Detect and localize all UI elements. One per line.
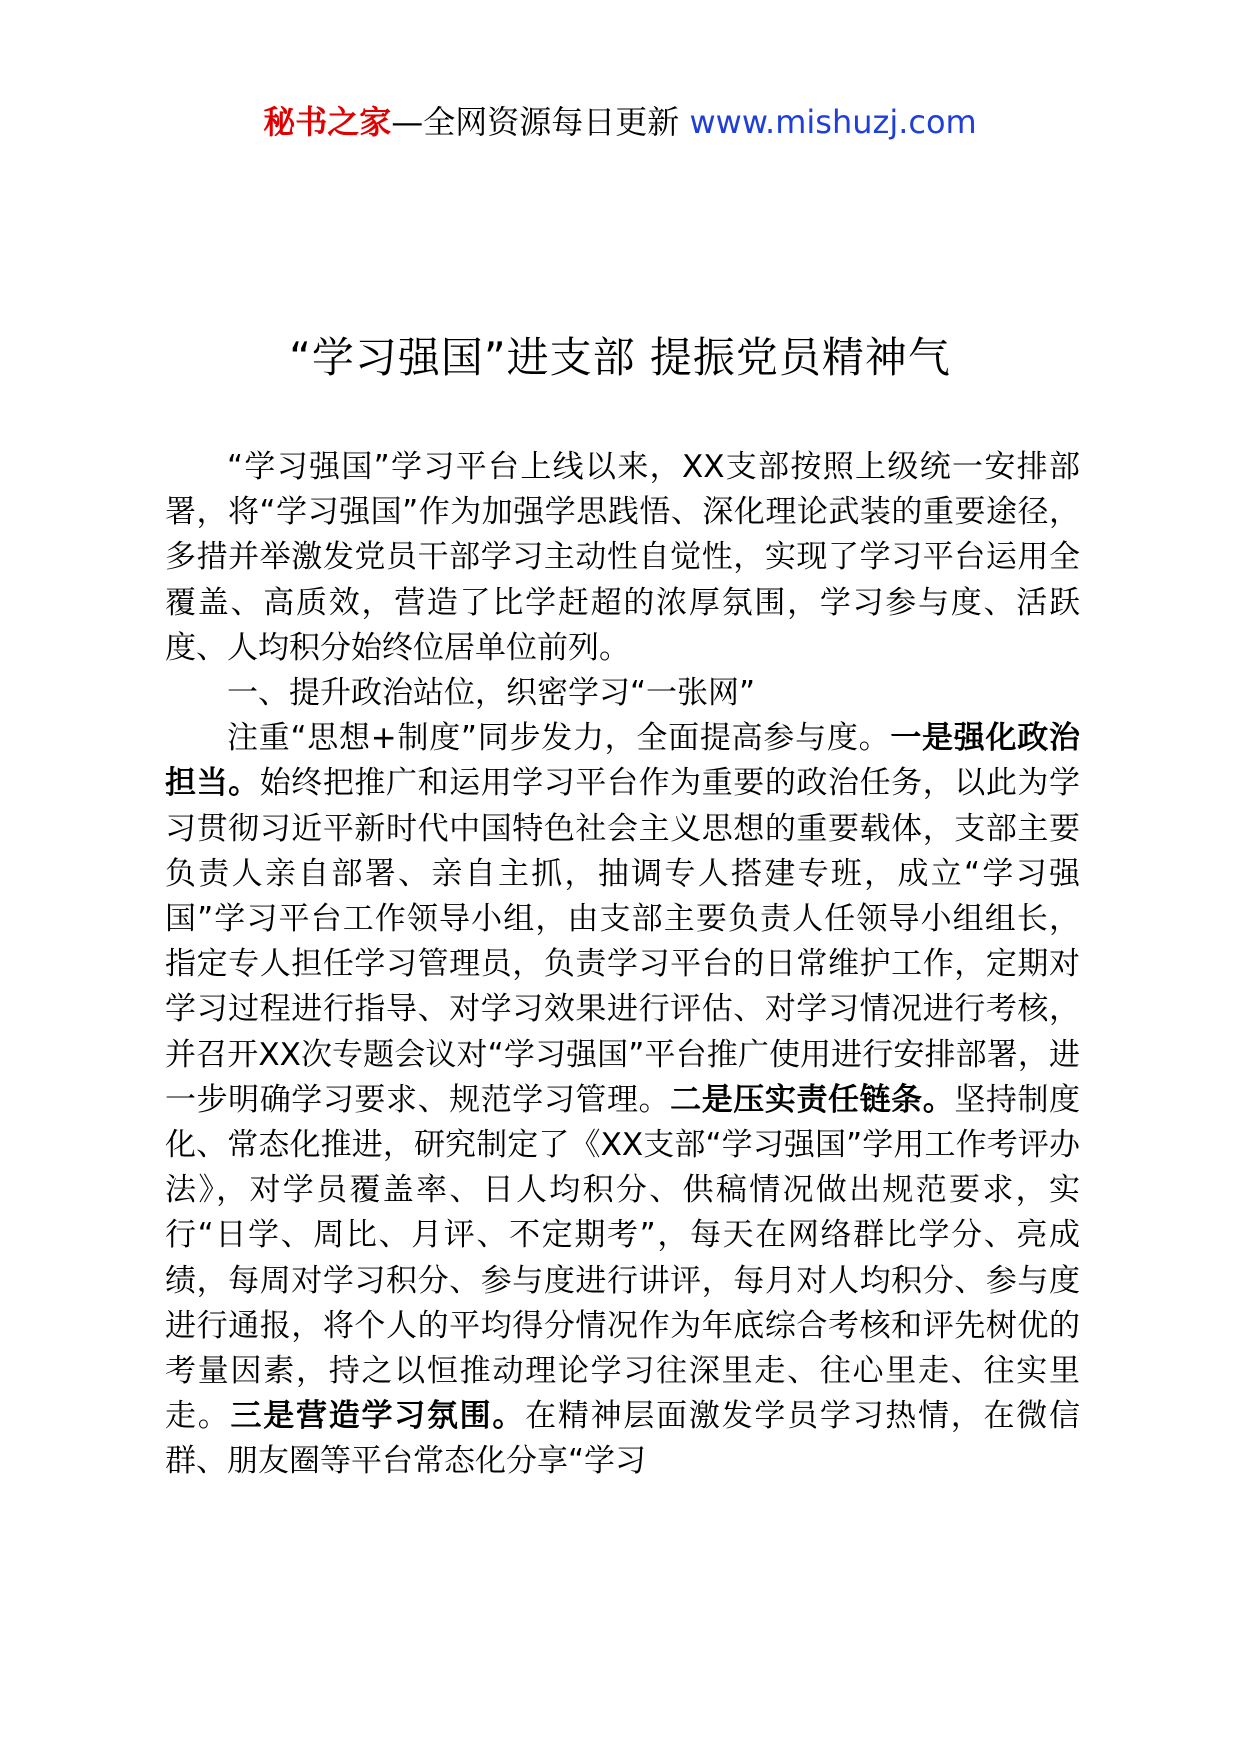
paragraph-lead: 注重“思想+制度”同步发力，全面提高参与度。 <box>227 720 891 757</box>
point-3-title: 三是营造学习氛围。 <box>230 1398 526 1435</box>
site-header <box>0 100 1240 144</box>
site-brand: 秘书之家 <box>263 103 392 141</box>
site-tagline: —全网资源每日更新 <box>391 103 690 141</box>
point-1-text: 始终把推广和运用学习平台作为重要的政治任务，以此为学习贯彻习近平新时代中国特色社会主义思想的重要载体，支部主要负责人亲自部署、亲自主抓，抽调专人搭建专班，成立“学习强国”学习平台工作领导小组，由支部主要负责人任领导小组组长，指定专人担任学习管理员，负责学习平台的日常维护工作，定期对学习过程进行指导、对学习效果进行评估、对学习情况进行考核，并召开XX次专题会议对“学习强国”平台推广使用进行安排部署，进一步明确学习要求、规范学习管理。 <box>165 765 1081 1118</box>
site-url-link[interactable]: www.mishuzj.com <box>689 103 977 141</box>
point-2-text: 坚持制度化、常态化推进，研究制定了《XX支部“学习强国”学用工作考评办法》，对学员覆盖率、日人均积分、供稿情况做出规范要求，实行“日学、周比、月评、不定期考”，每天在网络群比学分、亮成绩，每周对学习积分、参与度进行讲评，每月对人均积分、参与度进行通报，将个人的平均得分情况作为年底综合考核和评先树优的考量因素，持之以恒推动理论学习往深里走、往心里走、往实里走。 <box>165 1081 1081 1435</box>
section-heading-1: 一、提升政治站位，织密学习“一张网” <box>227 675 756 712</box>
document-title: “学习强国”进支部 提振党员精神气 <box>289 333 951 382</box>
point-1-title: 一是强化政治担当。 <box>165 720 1080 802</box>
section-1-paragraph <box>165 716 1080 1484</box>
document-body <box>165 445 1080 1485</box>
point-2-title: 二是压实责任链条。 <box>670 1081 955 1118</box>
point-3-text: 在精神层面激发学员学习热情，在微信群、朋友圈等平台常态化分享“学习 <box>165 1398 1081 1480</box>
intro-paragraph: “学习强国”学习平台上线以来，XX支部按照上级统一安排部署，将“学习强国”作为加强学思践悟、深化理论武装的重要途径，多措并举激发党员干部学习主动性自觉性，实现了学习平台运用全覆盖、高质效，营造了比学赶超的浓厚氛围，学习参与度、活跃度、人均积分始终位居单位前列。 <box>165 449 1080 666</box>
